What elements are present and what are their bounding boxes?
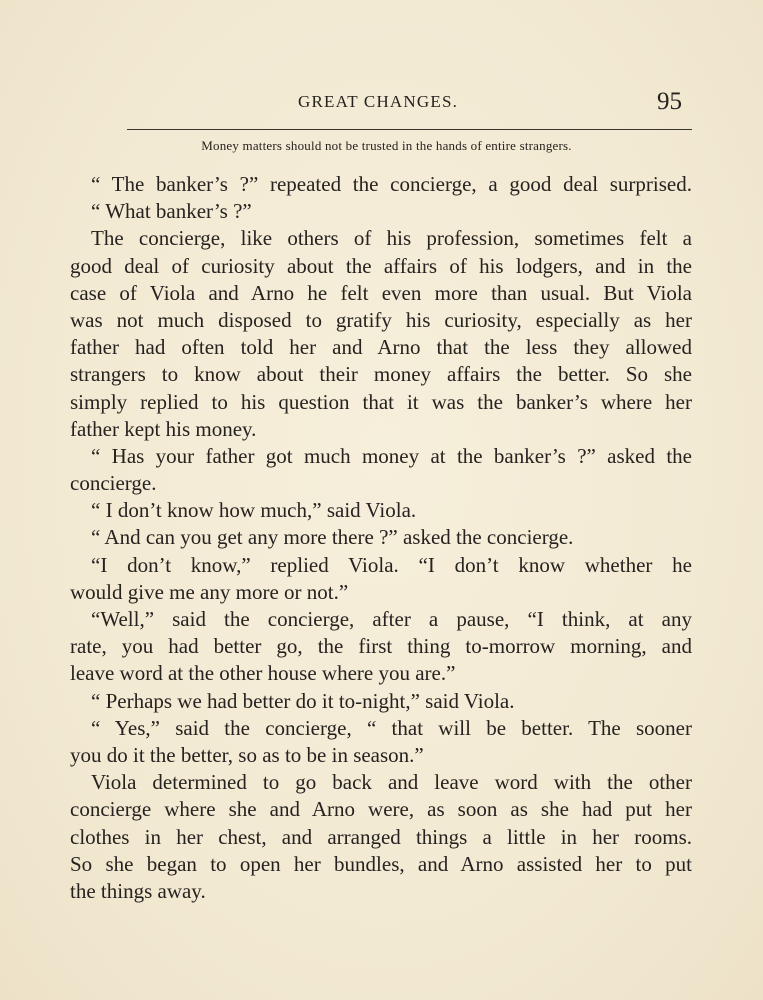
text-line: “Well,” said the concierge, after a pause, “I think, at any [91, 607, 692, 631]
text-line: father had often told her and Arno that the less they allowed [70, 335, 692, 360]
text-line: “I don’t know,” replied Viola. “I don’t know whether he [91, 552, 692, 577]
body-text [70, 171, 692, 905]
marginal-summary: Money matters should not be trusted in the hands of entire strangers. [201, 138, 572, 153]
text-line: clothes in her chest, and arranged things a little in her rooms. [70, 824, 692, 849]
running-title: GREAT CHANGES. [298, 92, 459, 111]
text-line: strangers to know about their money affairs the better. So she [70, 362, 692, 387]
text-line: good deal of curiosity about the affairs of his lodgers, and in the [70, 253, 692, 278]
text-line: “ Has your father got much money at the banker’s ?” asked the [91, 443, 692, 468]
text-line: “ Perhaps we had better do it to-night,” said Viola. [91, 688, 515, 713]
text-line: “ What banker’s ?” [91, 199, 252, 224]
text-line: So she began to open her bundles, and Arno assisted her to put [70, 851, 692, 876]
text-line: The concierge, like others of his profession, sometimes felt a [91, 226, 692, 251]
running-head [0, 88, 763, 116]
text-line: concierge. [70, 471, 157, 496]
page-number: 95 [657, 88, 682, 115]
text-line: “ Yes,” said the concierge, “ that will be better. The sooner [91, 715, 692, 740]
text-line: “ I don’t know how much,” said Viola. [91, 498, 417, 523]
text-line: leave word at the other house where you are.” [70, 661, 456, 686]
text-line: simply replied to his question that it was the banker’s where her [70, 389, 692, 414]
text-line: “ And can you get any more there ?” asked the concierge. [91, 525, 574, 550]
text-line: rate, you had better go, the first thing to-morrow morning, and [70, 634, 692, 659]
text-line: Viola determined to go back and leave word with the other [91, 770, 692, 795]
text-line: concierge where she and Arno were, as soon as she had put her [70, 797, 692, 822]
text-line: was not much disposed to gratify his curiosity, especially as her [70, 307, 692, 332]
text-line: father kept his money. [70, 416, 257, 441]
header-rule [127, 129, 692, 130]
text-line: would give me any more or not.” [70, 579, 349, 604]
text-line: you do it the better, so as to be in season.” [70, 742, 424, 767]
text-line: the things away. [70, 878, 206, 903]
text-line: case of Viola and Arno he felt even more than usual. But Viola [70, 280, 692, 305]
text-line: “ The banker’s ?” repeated the concierge, a good deal surprised. [91, 172, 692, 196]
